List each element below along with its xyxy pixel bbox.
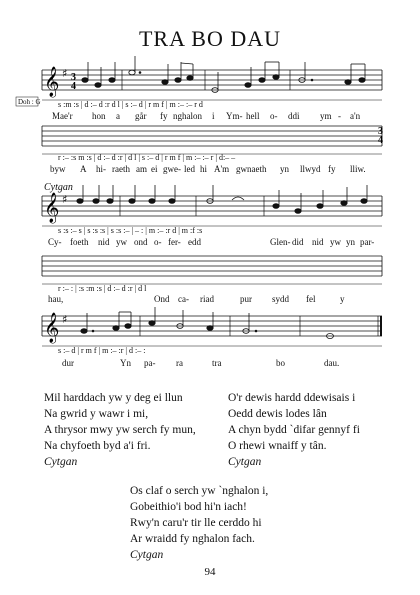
svg-text:A: A: [80, 164, 87, 174]
svg-text:did: did: [292, 237, 304, 247]
svg-text:4: 4: [71, 81, 76, 92]
svg-text:fel: fel: [306, 294, 316, 304]
svg-text:ym: ym: [320, 111, 332, 121]
svg-text:i: i: [212, 111, 215, 121]
svg-text:Cy-: Cy-: [48, 237, 62, 247]
svg-text:Yn: Yn: [120, 358, 131, 368]
svg-text:Ym-: Ym-: [226, 111, 243, 121]
svg-text:raeth: raeth: [112, 164, 130, 174]
svg-text:Glen-: Glen-: [270, 237, 291, 247]
svg-text:nghalon: nghalon: [173, 111, 202, 121]
svg-text:fy: fy: [328, 164, 336, 174]
svg-text:yn: yn: [280, 164, 289, 174]
svg-text:y: y: [340, 294, 345, 304]
svg-text:am: am: [136, 164, 147, 174]
svg-text:4: 4: [378, 135, 383, 146]
svg-text:edd: edd: [188, 237, 201, 247]
svg-text:riad: riad: [200, 294, 214, 304]
svg-text:gwnaeth: gwnaeth: [236, 164, 267, 174]
svg-text:llwyd: llwyd: [300, 164, 321, 174]
verse-3: [130, 483, 268, 563]
verse-line: Na chyfoeth byd a'i fri.: [44, 440, 151, 452]
svg-text:a'n: a'n: [350, 111, 361, 121]
svg-text:nid: nid: [312, 237, 324, 247]
svg-text:A'm: A'm: [214, 164, 230, 174]
treble-clef-icon: 𝄞: [44, 67, 60, 97]
svg-text:o-: o-: [270, 111, 278, 121]
svg-text:pa-: pa-: [144, 358, 156, 368]
svg-text:hon: hon: [92, 111, 106, 121]
svg-text:går: går: [135, 111, 147, 121]
song-title: TRA BO DAU: [138, 26, 281, 51]
verse-line: Ar wraidd fy nghalon fach.: [130, 533, 255, 545]
svg-text:byw: byw: [50, 164, 66, 174]
svg-text:fy: fy: [160, 111, 168, 121]
svg-text:sydd: sydd: [272, 294, 290, 304]
verse-line: O rhewi wnaiff y tân.: [228, 440, 327, 452]
solfa-line: r :– : | :s :m :s | d :– d :r | d l: [58, 284, 147, 293]
svg-text:yn: yn: [346, 237, 355, 247]
verse-line: Gobeithio'i bod hi'n iach!: [130, 501, 247, 513]
verse-line: Mil harddach yw y deg ei llun: [44, 392, 183, 404]
svg-text:♯: ♯: [62, 313, 68, 326]
solfa-line: s :m :s | d :– d :r d l | s :– d | r m f | m :– :– r d: [58, 100, 203, 109]
svg-text:bo: bo: [276, 358, 285, 368]
refrain-marker: Cytgan: [44, 182, 73, 193]
verse-line: O'r dewis hardd ddewisais i: [228, 392, 356, 404]
svg-text:gwe-: gwe-: [163, 164, 181, 174]
svg-text:Mae'r: Mae'r: [52, 111, 73, 121]
svg-text:Ond: Ond: [154, 294, 170, 304]
svg-text:par-: par-: [360, 237, 375, 247]
svg-text:dau.: dau.: [324, 358, 340, 368]
svg-text:ra: ra: [176, 358, 183, 368]
svg-text:lliw.: lliw.: [350, 164, 366, 174]
refrain-marker: Cytgan: [228, 456, 262, 468]
svg-text:hi-: hi-: [96, 164, 106, 174]
verse-line: A chyn bydd `difar gennyf fi: [228, 424, 360, 436]
treble-clef-icon: 𝄞: [44, 313, 60, 343]
svg-text:ddi: ddi: [288, 111, 300, 121]
svg-text:foeth: foeth: [70, 237, 89, 247]
svg-text:♯: ♯: [62, 67, 68, 80]
verse-line: Oedd dewis lodes lân: [228, 408, 327, 420]
svg-text:led: led: [184, 164, 195, 174]
svg-text:3: 3: [378, 126, 383, 137]
page-number: 94: [204, 566, 216, 578]
svg-text:♯: ♯: [62, 193, 68, 206]
svg-text:pur: pur: [240, 294, 252, 304]
svg-text:o-: o-: [154, 237, 162, 247]
svg-text:yw: yw: [116, 237, 127, 247]
svg-text:yw: yw: [330, 237, 341, 247]
solfa-line: s :s :– s | s :s :s | s :s :– | – : | m :– :r d | m :f :s: [58, 226, 203, 235]
doh-key-label: Doh : G: [18, 98, 41, 106]
svg-text:fer-: fer-: [168, 237, 181, 247]
solfa-line: s :– d | r m f | m :– :r | d :– :: [58, 346, 146, 355]
svg-text:tra: tra: [212, 358, 222, 368]
refrain-marker: Cytgan: [130, 549, 164, 561]
verse-line: Na gwrid y wawr i mi,: [44, 408, 149, 420]
verse-line: Rwy'n caru'r tir lle cerddo hi: [130, 517, 262, 529]
svg-text:a: a: [116, 111, 120, 121]
solfa-line: r :– :s m :s | d :– d :r | d l | s :– d | r m f | m :– :– r | d:– –: [58, 153, 236, 162]
svg-text:hell: hell: [246, 111, 260, 121]
svg-text:dur: dur: [62, 358, 74, 368]
svg-text:-: -: [338, 111, 341, 121]
svg-text:hi: hi: [200, 164, 208, 174]
verse-1: [44, 390, 196, 470]
verse-2: [228, 390, 360, 470]
svg-text:hau,: hau,: [48, 294, 64, 304]
svg-text:nid: nid: [98, 237, 110, 247]
svg-text:ond: ond: [134, 237, 148, 247]
svg-text:3: 3: [71, 72, 76, 83]
treble-clef-icon: 𝄞: [44, 193, 60, 223]
svg-text:ei: ei: [151, 164, 158, 174]
verse-line: Os claf o serch yw `nghalon i,: [130, 485, 269, 497]
refrain-marker: Cytgan: [44, 456, 78, 468]
svg-text:ca-: ca-: [178, 294, 189, 304]
verse-line: A thrysor mwy yw serch fy mun,: [44, 424, 196, 436]
